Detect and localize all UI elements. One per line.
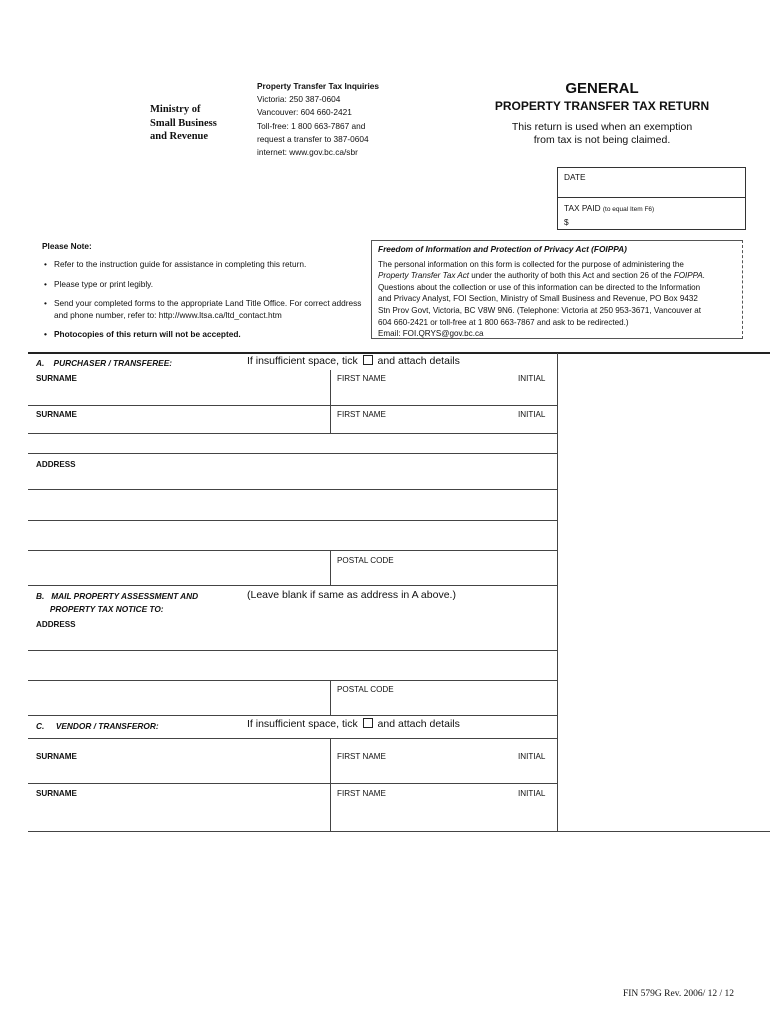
form-description [462,121,742,147]
inquiries-tollfree: Toll-free: 1 800 663-7867 and [257,120,366,131]
purchaser-2-initial-label: INITIAL [518,410,546,419]
note-item: • Photocopies of this return will not be accepted. [54,329,369,341]
postal-divider [330,680,331,715]
address-line[interactable] [28,489,557,490]
postal-divider [330,550,331,586]
section-b-name-1: MAIL PROPERTY ASSESSMENT AND [51,591,199,601]
address-line[interactable] [28,550,557,551]
insufficient-space-checkbox[interactable] [363,718,373,728]
vendor-1-first-name-label: FIRST NAME [337,752,386,761]
foippa-heading: Freedom of Information and Protection of Privacy Act (FOIPPA) [378,244,627,254]
row-rule [28,453,557,454]
row-rule [28,433,557,434]
date-label: DATE [564,172,586,182]
address-line[interactable] [28,520,557,521]
vendor-1-surname-label: SURNAME [36,752,77,761]
foippa-line-5: Stn Prov Govt, Victoria, BC V8W 9N6. (Telephone: Victoria at 250 953-3671, Vancouver at [378,305,702,315]
right-column-divider [557,353,558,832]
dollar-sign: $ [564,217,569,227]
tax-paid-note: (to equal Item F6) [602,206,655,213]
address-line[interactable] [28,680,557,681]
note-item: • Refer to the instruction guide for assistance in completing this return. [54,259,369,271]
form-description-line-1: This return is used when an exemption [511,121,693,133]
mail-postal-code-label: POSTAL CODE [337,685,394,694]
inquiries-victoria: Victoria: 250 387-0604 [257,94,341,105]
foippa-line-2-text: under the authority of both this Act and section 26 of the [469,271,674,281]
section-b-letter: B. [36,591,45,601]
inquiries-internet: internet: www.gov.bc.ca/sbr [257,147,358,158]
section-c-letter: C. [36,721,45,731]
name-divider [330,370,331,433]
form-title: PROPERTY TRANSFER TAX RETURN [494,99,710,113]
tax-paid-field[interactable] [558,198,745,233]
foippa-line-1: The personal information on this form is collected for the purpose of administering the [378,259,684,269]
note-item: • Please type or print legibly. [54,279,369,291]
ministry-line-3: and Revenue [150,131,209,142]
section-a-insufficient [247,355,460,367]
insufficient-space-checkbox[interactable] [363,355,373,365]
purchaser-2-first-name-label: FIRST NAME [337,410,386,419]
form-description-line-2: from tax is not being claimed. [533,134,671,146]
please-note [42,241,369,349]
purchaser-2-surname-label: SURNAME [36,410,77,419]
vendor-2-initial-label: INITIAL [518,789,546,798]
foippa-box [371,240,743,339]
row-rule [28,738,557,739]
please-note-heading: Please Note: [42,241,92,251]
row-rule [28,585,557,586]
purchaser-address-label: ADDRESS [36,460,76,469]
inquiries-request: request a transfer to 387-0604 [257,133,369,144]
ministry-block [150,103,217,144]
foippa-line-3: Questions about the collection or use of this information can be directed to the Information [378,282,701,292]
section-a-letter: A. [36,358,45,368]
attach-details-text: and attach details [377,718,460,730]
section-a-name: PURCHASER / TRANSFEREE: [53,358,173,368]
mail-address-label: ADDRESS [36,620,76,629]
foippa-line-4: and Privacy Analyst, FOI Section, Ministry of Small Business and Revenue, PO Box 9432 [378,294,698,304]
date-field[interactable] [558,168,745,198]
form-number: FIN 579G Rev. 2006/ 12 / 12 [622,989,734,999]
inquiries-vancouver: Vancouver: 604 660-2421 [257,107,352,118]
general-label: GENERAL [565,80,639,97]
section-c-insufficient [247,718,460,730]
ministry-line-1: Ministry of [150,104,201,115]
address-line[interactable] [28,650,557,651]
form-header [462,80,742,147]
foippa-line-7: Email: FOI.QRYS@gov.bc.ca [378,329,484,339]
inquiries-title: Property Transfer Tax Inquiries [257,81,380,91]
date-tax-box [557,167,746,230]
vendor-1-initial-label: INITIAL [518,752,546,761]
insufficient-text: If insufficient space, tick [247,355,358,367]
tax-paid-label: TAX PAID [564,203,601,213]
purchaser-postal-code-label: POSTAL CODE [337,556,394,565]
vendor-2-first-name-label: FIRST NAME [337,789,386,798]
form-top-rule [28,352,770,354]
section-b-name-2: PROPERTY TAX NOTICE TO: [49,604,164,614]
vendor-2-surname-label: SURNAME [36,789,77,798]
foippa-line-6: 604 660-2421 or toll-free at 1 800 663-7867 and ask to be redirected.) [378,317,629,327]
foippa-line-2 [378,270,736,282]
purchaser-1-surname-label: SURNAME [36,374,77,383]
section-b-title [36,590,198,616]
inquiries-block [257,80,379,159]
row-rule [28,405,557,406]
purchaser-1-initial-label: INITIAL [518,374,546,383]
attach-details-text: and attach details [377,355,460,367]
foippa-act-abbrev: FOIPPA. [673,271,706,281]
section-b-note: (Leave blank if same as address in A above.) [247,589,456,601]
name-divider [330,738,331,832]
row-rule [28,783,557,784]
section-c-title [36,720,159,733]
foippa-act-name: Property Transfer Tax Act [378,271,470,281]
note-item: • Send your completed forms to the appropriate Land Title Office. For correct address and phone number, refer to: http://www.ltsa.ca/ltd_contact.htm [54,298,369,321]
row-rule [28,715,557,716]
form-bottom-rule [28,831,770,832]
purchaser-1-first-name-label: FIRST NAME [337,374,386,383]
ministry-line-2: Small Business [150,117,217,129]
section-a-title [36,357,172,370]
insufficient-text: If insufficient space, tick [247,718,358,730]
section-c-name: VENDOR / TRANSFEROR: [55,721,159,731]
